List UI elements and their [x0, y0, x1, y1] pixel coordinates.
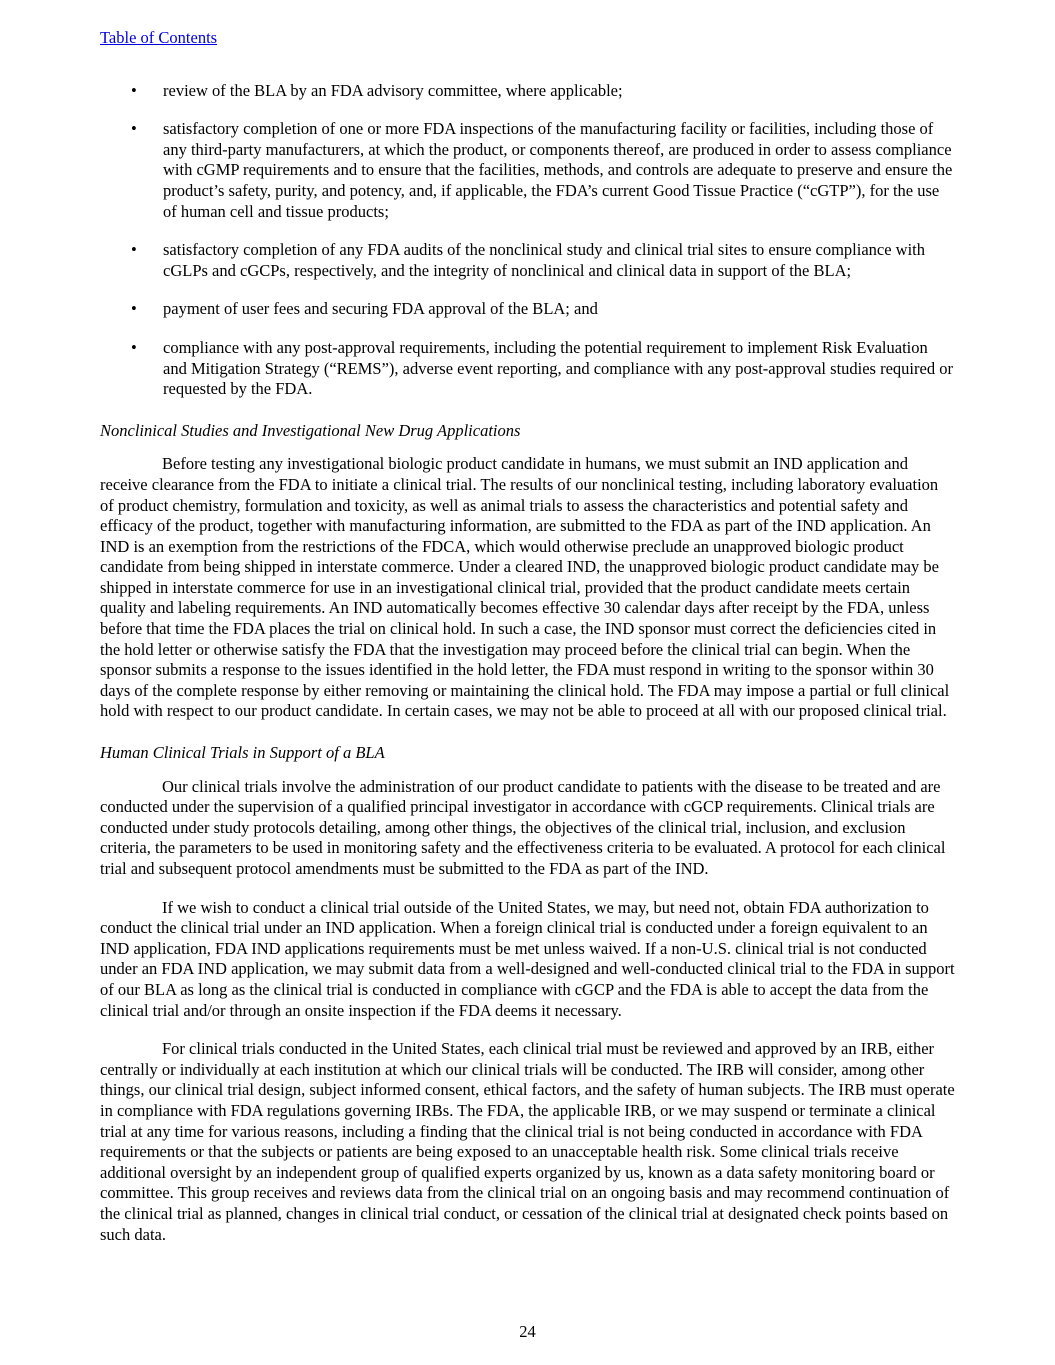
list-item [100, 119, 955, 222]
section-heading-nonclinical-studies: Nonclinical Studies and Investigational New Drug Applications [100, 420, 521, 440]
paragraph: Our clinical trials involve the administration of our product candidate to patients with the disease to be treated and are conducted under the supervision of a qualified principal investigator in accordance with cGCP requirements. Clinical trials are conducted under study protocols detailing, among other things, the objectives of the clinical trial, inclusion, and exclusion criteria, the parameters to be used in monitoring safety and the effectiveness criteria to be evaluated. A protocol for each clinical trial and subsequent protocol amendments must be submitted to the FDA as part of the IND. [100, 776, 946, 878]
bullet-text: compliance with any post-approval requirements, including the potential requirement to implement Risk Evaluation and Mitigation Strategy (“REMS”), adverse event reporting, and compliance with any post-approval studies required or requested by the FDA. [163, 337, 953, 399]
bullet-text: satisfactory completion of any FDA audits of the nonclinical study and clinical trial sites to ensure compliance with cGLPs and cGCPs, respectively, and the integrity of nonclinical and clinical data in support of the BLA; [163, 240, 926, 280]
paragraph: If we wish to conduct a clinical trial outside of the United States, we may, but need not, obtain FDA authorization to conduct the clinical trial under an IND application. When a foreign clinical trial is conducted under a foreign equivalent to an IND application, FDA IND applications requirements must be met unless waived. If a non-U.S. clinical trial is not conducted under an FDA IND application, we may submit data from a well-designed and well-conducted clinical trial to the FDA in support of our BLA as long as the clinical trial is conducted in compliance with cGCP and the FDA is able to accept the data from the clinical trial and/or through an onsite inspection if the FDA deems it necessary. [100, 897, 955, 1020]
list-item [100, 240, 955, 281]
bullet-text: satisfactory completion of one or more FDA inspections of the manufacturing facility or facilities, including those of any third-party manufacturers, at which the product, or components thereof, are produced in order to assess compliance with cGMP requirements and to ensure that the facilities, methods, and controls are adequate to preserve and ensure the product’s safety, purity, and potency, and, if applicable, the FDA’s current Good Tissue Practice (“cGTP”), for the use of human cell and tissue products; [163, 119, 953, 221]
bullet-icon: • [131, 240, 137, 260]
section-heading-human-clinical-trials: Human Clinical Trials in Support of a BLA [100, 743, 385, 763]
bullet-text: review of the BLA by an FDA advisory committee, where applicable; [163, 80, 623, 100]
table-of-contents-link[interactable]: Table of Contents [100, 28, 218, 47]
paragraph: For clinical trials conducted in the United States, each clinical trial must be reviewed and approved by an IRB, either centrally or individually at each institution at which our clinical trials will be conducted. The IRB will consider, among other things, our clinical trial design, subject informed consent, ethical factors, and the safety of human subjects. The IRB must operate in compliance with FDA regulations governing IRBs. The FDA, the applicable IRB, or we may suspend or terminate a clinical trial at any time for various reasons, including a finding that the clinical trial is not being conducted in accordance with FDA requirements or that the subjects or patients are being exposed to an unacceptable health risk. Some clinical trials receive additional oversight by an independent group of qualified experts organized by us, known as a data safety monitoring board or committee. This group receives and reviews data from the clinical trial on an ongoing basis and may recommend continuation of the clinical trial as planned, changes in clinical trial conduct, or cessation of the clinical trial at designated check points based on such data. [100, 1039, 955, 1244]
bullet-icon: • [131, 337, 137, 357]
paragraph: Before testing any investigational biologic product candidate in humans, we must submit an IND application and receive clearance from the FDA to initiate a clinical trial. The results of our nonclinical testing, including laboratory evaluation of product chemistry, formulation and toxicity, as well as animal trials to assess the characteristics and potential safety and efficacy of the product, together with manufacturing information, are submitted to the FDA as part of the IND application. An IND is an exemption from the restrictions of the FDCA, which would otherwise preclude an unapproved biologic product candidate from being shipped in interstate commerce. Under a cleared IND, the unapproved biologic product candidate may be shipped in interstate commerce for use in an investigational clinical trial, provided that the product candidate meets certain quality and labeling requirements. An IND automatically becomes effective 30 calendar days after receipt by the FDA, unless before that time the FDA places the trial on clinical hold. In such a case, the IND sponsor must correct the deficiencies cited in the hold letter or otherwise satisfy the FDA that the investigation may proceed before the clinical trial can begin. When the sponsor submits a response to the issues identified in the hold letter, the FDA must respond in writing to the sponsor within 30 days of the complete response by either removing or maintaining the clinical hold. The FDA may impose a partial or full clinical hold with respect to our product candidate. In certain cases, we may not be able to proceed at all with our proposed clinical trial. [100, 454, 950, 721]
bullet-text: payment of user fees and securing FDA approval of the BLA; and [163, 299, 598, 319]
bullet-icon: • [131, 299, 137, 319]
page-number: 24 [519, 1322, 536, 1342]
list-item [100, 299, 955, 320]
list-item [100, 338, 955, 400]
list-item [100, 81, 955, 102]
bullet-icon: • [131, 80, 137, 100]
bullet-list [100, 81, 955, 400]
bullet-icon: • [131, 119, 137, 139]
